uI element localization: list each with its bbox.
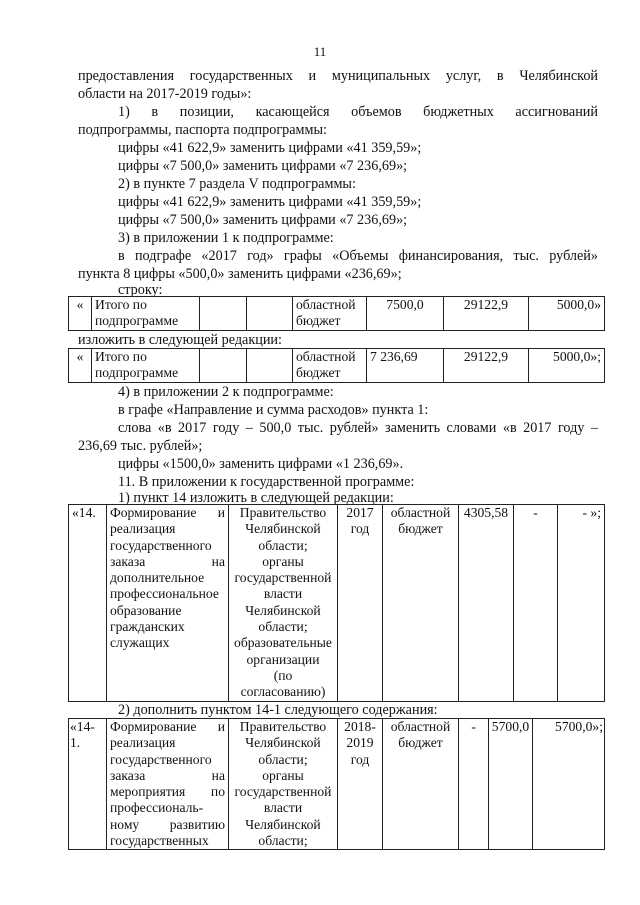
table-row [69, 505, 605, 702]
value-cell: 5700,0 [489, 719, 533, 850]
value-cell: 29122,9 [444, 349, 529, 383]
item-cell [92, 349, 200, 383]
text-line: слова «в 2017 году – 500,0 тыс. рублей» заменить словами «в 2017 году – [118, 420, 598, 436]
text-line: подпрограммы, паспорта подпрограммы: [78, 122, 327, 138]
empty-cell [200, 297, 247, 331]
text-line: цифры «1500,0» заменить цифрами «1 236,69». [118, 456, 404, 472]
cell-text: гражданских [110, 619, 185, 635]
cell-text: области; [258, 833, 308, 849]
quote-cell: « [69, 349, 92, 383]
source-cell [293, 297, 367, 331]
table-row [69, 349, 605, 383]
item-cell [92, 297, 200, 331]
years-cell [338, 505, 383, 702]
cell-text: областной [390, 719, 451, 734]
cell-text: бюджет [398, 735, 443, 751]
text-line: 236,69 тыс. рублей»; [78, 438, 203, 454]
cell-text: 2018- [344, 719, 376, 734]
text-line: области на 2017-2019 годы»: [78, 86, 252, 102]
empty-cell [200, 349, 247, 383]
value-cell: - [459, 719, 489, 850]
cell-text: государственного [110, 537, 212, 553]
cell-text: Челябинской [245, 816, 321, 832]
cell-text: год [350, 521, 370, 537]
text-line: цифры «41 622,9» заменить цифрами «41 359,59»; [118, 140, 422, 156]
text-line: цифры «7 500,0» заменить цифрами «7 236,69»; [118, 158, 408, 174]
cell-text: государственной [234, 570, 332, 586]
cell-text: бюджет [296, 313, 341, 329]
cell-text: Челябинской [245, 602, 321, 618]
cell-text: заказа на [110, 553, 225, 569]
text-line: 2) в пункте 7 раздела V подпрограммы: [118, 176, 356, 192]
cell-text: Челябинской [245, 521, 321, 537]
text-line: цифры «7 500,0» заменить цифрами «7 236,69»; [118, 212, 408, 228]
cell-text: Правительство [239, 719, 327, 734]
cell-text: дополнительное [110, 570, 205, 586]
cell-text: образовательные [234, 635, 332, 651]
action-cell [107, 719, 229, 850]
cell-text: Итого по [95, 297, 147, 312]
value-cell: - »; [558, 505, 605, 702]
cell-text: профессиональ- [110, 800, 204, 816]
number-cell: «14. [69, 505, 107, 702]
cell-text: области; [258, 537, 308, 553]
cell-text: Правительство [239, 505, 327, 520]
text-line: 4) в приложении 2 к подпрограмме: [118, 384, 334, 400]
cell-text: бюджет [296, 365, 341, 381]
text-line: изложить в следующей редакции: [78, 332, 282, 348]
cell-text: профессиональное [110, 586, 219, 602]
cell-text: государственного [110, 751, 212, 767]
text-line: предоставления государственных и муниципальных услуг, в Челябинской [78, 68, 598, 84]
cell-text: подпрограмме [95, 365, 179, 381]
cell-text: органы [262, 553, 304, 569]
cell-text: власти [263, 586, 303, 602]
text-line: пункта 8 цифры «500,0» заменить цифрами «236,69»; [78, 266, 402, 282]
cell-text: ному развитию [110, 816, 225, 832]
cell-text: согласованию) [240, 684, 326, 700]
source-cell [293, 349, 367, 383]
table-item-14-1 [68, 718, 605, 850]
executors-cell [229, 505, 338, 702]
cell-text: областной [390, 505, 451, 520]
cell-text: государственной [234, 784, 332, 800]
cell-text: областной [296, 297, 356, 312]
text-line: 1) в позиции, касающейся объемов бюджетных ассигнований [118, 104, 598, 120]
cell-text: подпрограмме [95, 313, 179, 329]
cell-text: власти [263, 800, 303, 816]
action-cell [107, 505, 229, 702]
value-cell: 7 236,69 [367, 349, 444, 383]
source-cell [383, 505, 459, 702]
value-cell: 5000,0» [529, 297, 605, 331]
cell-text: мероприятия по [110, 784, 225, 800]
cell-text: бюджет [398, 521, 443, 537]
years-cell [338, 719, 383, 850]
value-cell: 29122,9 [444, 297, 529, 331]
table-row [69, 297, 605, 331]
empty-cell [247, 297, 293, 331]
value-cell: 7500,0 [367, 297, 444, 331]
cell-text: реализация [110, 735, 176, 751]
cell-text: реализация [110, 521, 176, 537]
cell-text: заказа на [110, 767, 225, 783]
number-cell: «14-1. [69, 719, 107, 850]
cell-text: государственных [110, 833, 209, 849]
value-cell: 5700,0»; [533, 719, 605, 850]
empty-cell [247, 349, 293, 383]
cell-text: органы [262, 767, 304, 783]
text-line: в графе «Направление и сумма расходов» пункта 1: [118, 402, 429, 418]
quote-cell: « [69, 297, 92, 331]
table-item-14 [68, 504, 605, 702]
cell-text: Итого по [95, 349, 147, 364]
text-line: 3) в приложении 1 к подпрограмме: [118, 230, 334, 246]
text-line: 2) дополнить пунктом 14-1 следующего содержания: [118, 702, 438, 718]
cell-text: 2019 [346, 735, 374, 751]
cell-text: Формирование и [110, 505, 225, 520]
text-line: 1) пункт 14 изложить в следующей редакции: [118, 490, 394, 506]
cell-text: образование [110, 602, 182, 618]
cell-text: областной [296, 349, 356, 364]
text-line: 11. В приложении к государственной программе: [118, 474, 415, 490]
table-row [69, 719, 605, 850]
cell-text: области; [258, 751, 308, 767]
table-new-row [68, 348, 605, 383]
value-cell: 5000,0»; [529, 349, 605, 383]
text-line: в подграфе «2017 год» графы «Объемы финансирования, тыс. рублей» [118, 248, 598, 264]
source-cell [383, 719, 459, 850]
cell-text: Челябинской [245, 735, 321, 751]
value-cell: 4305,58 [459, 505, 514, 702]
value-cell: - [514, 505, 558, 702]
table-original-row [68, 296, 605, 331]
cell-text: (по [273, 667, 293, 683]
text-line: строку: [118, 282, 163, 298]
cell-text: области; [258, 619, 308, 635]
cell-text: год [350, 751, 370, 767]
page-number: 11 [313, 44, 327, 59]
cell-text: 2017 [346, 505, 374, 520]
cell-text: служащих [110, 635, 170, 651]
text-line: цифры «41 622,9» заменить цифрами «41 359,59»; [118, 194, 422, 210]
cell-text: Формирование и [110, 719, 225, 734]
executors-cell [229, 719, 338, 850]
cell-text: организации [246, 651, 320, 667]
